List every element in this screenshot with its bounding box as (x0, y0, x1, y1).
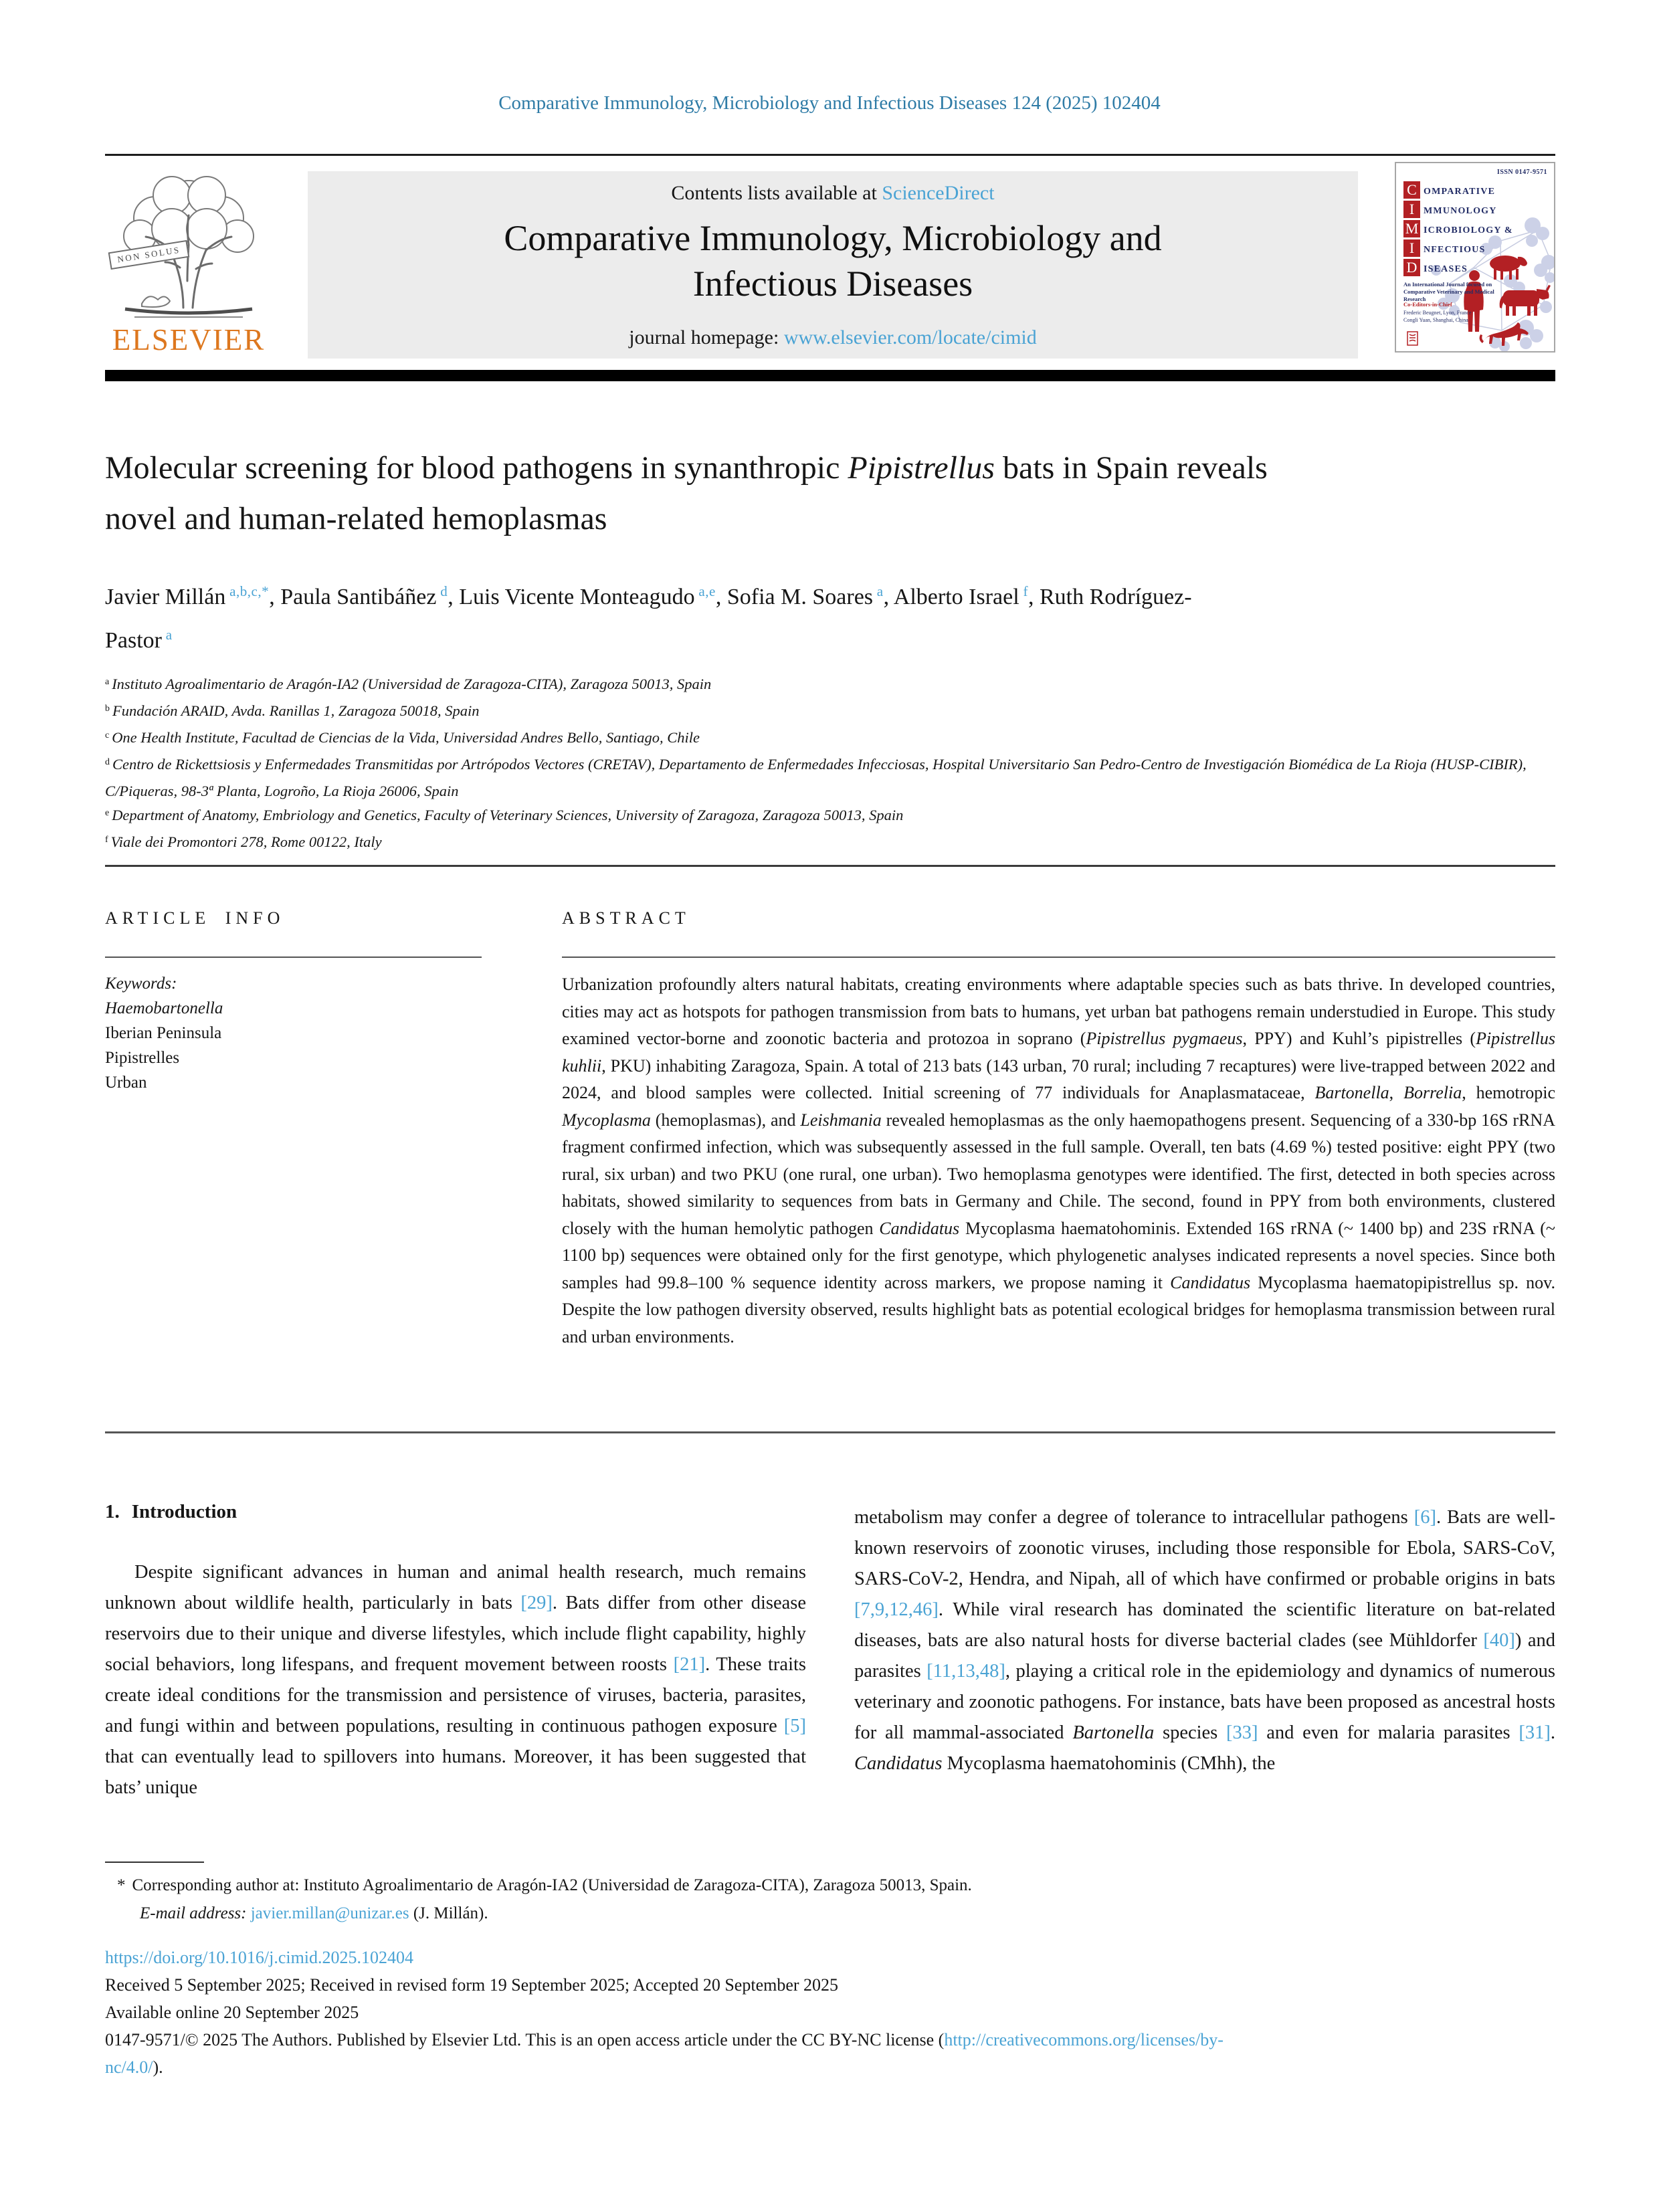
affiliation-marker: e (105, 808, 110, 819)
text-segment: E-mail address: (140, 1904, 247, 1922)
text-segment: , hemotropic (1462, 1083, 1555, 1102)
cover-subtitle: An International Journal focused on Comparative Veterinary and Medical Research (1403, 281, 1494, 302)
running-head-citation: Comparative Immunology, Microbiology and Infectious Diseases 124 (2025) 102404 (498, 92, 1161, 114)
footnote-text: Corresponding author at: Instituto Agroalimentario de Aragón-IA2 (Universidad de Zaragoza-CITA), Zaragoza 50013, Spain. (132, 1876, 972, 1894)
citation-ref[interactable]: [11,13,48] (926, 1661, 1005, 1682)
license-link[interactable]: nc/4.0/ (105, 2057, 153, 2077)
text-segment: ) and parasites (854, 1630, 1556, 1682)
elsevier-tree-icon (105, 167, 272, 321)
cover-editor: Frederic Beugnet, Lyon, France (1403, 310, 1472, 316)
keyword (105, 1070, 480, 1095)
text-segment: , playing a critical role in the epidemiology and dynamics of numerous veterinary and zoonotic pathogens. For instance, bats have been proposed as ancestral hosts for all mammal-associated (854, 1661, 1555, 1743)
journal-title (308, 215, 1358, 306)
copyright-line (105, 2026, 1555, 2081)
author-affiliation-link[interactable]: a,e (694, 583, 716, 600)
section-number: 1. (105, 1501, 120, 1522)
citation-ref[interactable]: [31] (1519, 1722, 1551, 1743)
corresponding-author-note (105, 1872, 1555, 1900)
article-title (105, 443, 1323, 544)
cover-title-block (1403, 181, 1513, 278)
affiliation-marker: d (105, 757, 110, 768)
text-segment: Borrelia (1403, 1083, 1462, 1102)
affiliation-marker: a (105, 677, 110, 688)
elsevier-wordmark: ELSEVIER (112, 323, 266, 357)
author-affiliation-link[interactable]: d (436, 583, 448, 600)
text-segment: . These traits create ideal conditions for the transmission and persistence of viruses, bacteria, parasites, and fungi within and between populations, resulting in continuous pathogen exposure (105, 1654, 806, 1736)
citation-ref[interactable]: [40] (1483, 1630, 1515, 1651)
cover-initial: D (1403, 259, 1420, 276)
author-affiliation-link[interactable]: a (873, 583, 884, 600)
affiliation (105, 803, 1555, 830)
text-segment: Pipistrelles (105, 1049, 180, 1067)
affiliation-text: Instituto Agroalimentario de Aragón-IA2 (Universidad de Zaragoza-CITA), Zaragoza 50013, Spain (112, 676, 712, 692)
section-heading-introduction (105, 1501, 237, 1523)
text-segment: Pipistrellus kuhlii (562, 1029, 1555, 1076)
citation-ref[interactable]: [29] (520, 1593, 553, 1613)
received-dates: Received 5 September 2025; Received in revised form 19 September 2025; Accepted 20 September 2025 (105, 1975, 839, 1995)
keywords-label: Keywords: (105, 975, 177, 993)
footnote-rule (105, 1862, 204, 1863)
text-segment: Candidatus (854, 1753, 943, 1774)
keyword (105, 996, 480, 1021)
text-segment: Mycoplasma haematohominis. Extended 16S rRNA (~ 1400 bp) and 23S rRNA (~ 1100 bp) sequences were obtained only for the first genotype, which phylogenetic analyses indicated represents a novel species. Since both samples had 99.8–100 % sequence identity across markers, we propose naming it (562, 1218, 1555, 1292)
text-segment: , Alberto Israel (883, 585, 1019, 609)
section-bottom-rule (105, 1431, 1555, 1433)
text-segment: Mycoplasma (562, 1110, 651, 1130)
affiliation-text: Centro de Rickettsiosis y Enfermedades Transmitidas por Artrópodos Vectores (CRETAV), Departamento de Enfermedades Infecciosas, Hospital Universitario San Pedro-Centro de Investigación Biomédica de La Rioja (HUSP-CIBIR), C/Piqueras, 98-3ª Planta, Logroño, La Rioja 26006, Spain (105, 756, 1527, 799)
cover-editor: Congli Yuan, Shanghai, China (1403, 317, 1468, 323)
text-segment: Javier Millán (105, 585, 226, 609)
affiliation (105, 672, 1555, 699)
cover-title-word: NFECTIOUS (1424, 245, 1486, 255)
text-segment: Haemobartonella (105, 999, 223, 1017)
contents-list-line (308, 182, 1358, 205)
affiliation-text: Viale dei Promontori 278, Rome 00122, Italy (110, 833, 382, 850)
affiliation-marker: f (105, 835, 108, 845)
text-segment: revealed hemoplasmas as the only haemopathogens present. Sequencing of a 330-bp 16S rRNA fragment confirmed infection, which was subsequently assessed in the full sample. Overall, ten bats (4.69 %) tested positive: eight PPY (two rural, six urban) and two PKU (one rural, one urban). Two hemoplasma genotypes were identified. The first, detected in both species across habitats, showed similarity to sequences from bats in Germany and Chile. The second, found in PPY from both environments, clustered closely with the human hemolytic pathogen (562, 1110, 1555, 1238)
text-segment: , Ruth Rodríguez-Pastor (105, 585, 1192, 653)
affiliation-list (105, 672, 1555, 857)
text-segment: , (1389, 1083, 1404, 1102)
abstract-text (562, 971, 1555, 1350)
affiliation (105, 699, 1555, 726)
text-segment: Despite significant advances in human and animal health research, much remains unknown about wildlife health, particularly in bats (105, 1562, 806, 1613)
elsevier-mini-mark-icon (1407, 332, 1418, 345)
text-segment: metabolism may confer a degree of tolerance to intracellular pathogens (854, 1507, 1414, 1528)
cover-title-row (1403, 201, 1513, 218)
text-segment: Candidatus (879, 1218, 960, 1238)
text-segment: 0147-9571/© 2025 The Authors. Published by Elsevier Ltd. This is an open access article under the CC BY-NC license ( (105, 2030, 945, 2049)
citation-ref[interactable]: [21] (673, 1654, 706, 1675)
cover-initial: I (1403, 239, 1420, 257)
body-column-left (105, 1557, 806, 1803)
affiliation-marker: b (105, 704, 110, 714)
author-affiliation-link[interactable]: f (1019, 583, 1028, 600)
text-segment: Urbanization profoundly alters natural habitats, creating environments where adaptable species such as bats thrive. In developed countries, cities may act as hotspots for pathogen transmission from bats to humans, yet urban bat pathogens remain understudied in Europe. This study examined vector-borne and zoonotic bacteria and protozoa in soprano ( (562, 975, 1555, 1048)
keywords-block (105, 971, 480, 1095)
footnote-marker: * (117, 1876, 126, 1894)
available-online: Available online 20 September 2025 (105, 2003, 359, 2022)
text-segment: Mycoplasma haematohominis (CMhh), the (942, 1753, 1276, 1774)
cover-initial: M (1403, 220, 1420, 237)
cover-initial: I (1403, 201, 1420, 218)
cover-initial: C (1403, 181, 1420, 199)
header-top-rule (105, 154, 1555, 156)
section-title: Introduction (131, 1501, 237, 1522)
affiliation-text: Department of Anatomy, Embriology and Genetics, Faculty of Veterinary Sciences, University of Zaragoza, Zaragoza 50013, Spain (112, 807, 904, 823)
cover-title-word: MMUNOLOGY (1424, 206, 1497, 216)
text-segment: that can eventually lead to spillovers into humans. Moreover, it has been suggested that bats’ unique (105, 1746, 806, 1798)
elsevier-logo (105, 167, 272, 365)
text-segment: ). (153, 2057, 163, 2077)
author-list (105, 577, 1242, 664)
cover-editors-label: Co-Editors-in-Chief (1403, 301, 1452, 308)
article-info-rule (105, 957, 482, 958)
text-segment: (hemoplasmas), and (650, 1110, 801, 1130)
journal-title-line2: Infectious Diseases (692, 264, 973, 304)
citation-ref[interactable]: [5] (783, 1716, 806, 1736)
journal-cover-thumbnail[interactable] (1395, 162, 1555, 353)
author-affiliation-link[interactable]: a (162, 627, 173, 643)
text-segment: species (1154, 1722, 1227, 1743)
text-segment: , Sofia M. Soares (715, 585, 874, 609)
email-link[interactable]: javier.millan@unizar.es (250, 1904, 409, 1922)
contents-prefix: Contents lists available at (671, 182, 882, 204)
sciencedirect-link[interactable]: ScienceDirect (882, 182, 995, 204)
homepage-prefix: journal homepage: (629, 326, 784, 348)
footnote-block (105, 1872, 1555, 1928)
body-column-right (854, 1502, 1555, 1779)
journal-homepage-link[interactable]: www.elsevier.com/locate/cimid (783, 326, 1037, 348)
text-segment: . Bats are well-known reservoirs of zoonotic viruses, including those responsible for Ebola, SARS-CoV, SARS-CoV-2, Hendra, and Nipah, all of which have confirmed or probable origins in bats (854, 1507, 1555, 1589)
article-info-heading: ARTICLE INFO (105, 908, 285, 928)
cover-title-row (1403, 239, 1513, 257)
license-link[interactable]: http://creativecommons.org/licenses/by- (944, 2030, 1224, 2049)
citation-ref[interactable]: [7,9,12,46] (854, 1599, 939, 1620)
affiliation (105, 752, 1555, 803)
author-affiliation-link[interactable]: a,b,c,* (225, 583, 270, 600)
cover-title-row (1403, 220, 1513, 237)
text-segment: . (1550, 1722, 1555, 1743)
cover-title-word: ICROBIOLOGY & (1424, 225, 1513, 235)
text-segment: Bartonella (1314, 1083, 1389, 1102)
text-segment: , Paula Santibáñez (269, 585, 437, 609)
journal-homepage-line (308, 326, 1358, 349)
cover-title-word: ISEASES (1424, 264, 1468, 274)
article-metadata-block (105, 1944, 1555, 2081)
text-segment: and even for malaria parasites (1258, 1722, 1519, 1743)
cover-title-row (1403, 181, 1513, 199)
cover-issn: ISSN 0147-9571 (1496, 169, 1547, 176)
journal-title-line1: Comparative Immunology, Microbiology and (504, 218, 1162, 258)
text-segment: , PKU) inhabiting Zaragoza, Spain. A total of 213 bats (143 urban, 70 rural; including 7 recaptures) were live-trapped between 2022 and 2024, and blood samples were collected. Initial screening of 77 individuals for Anaplasmataceae, (562, 1055, 1555, 1102)
text-segment: . While viral research has dominated the scientific literature on bat-related diseases, bats are also natural hosts for diverse bacterial clades (see Mühldorfer (854, 1599, 1555, 1651)
text-segment: Leishmania (800, 1110, 882, 1130)
affiliation (105, 726, 1555, 752)
text-segment: , PPY) and Kuhl’s pipistrelles ( (1242, 1029, 1476, 1048)
text-segment: Bartonella (1072, 1722, 1155, 1743)
text-segment: . Bats differ from other disease reservoirs due to their unique and diverse lifestyles, which include flight capability, highly social behaviors, long lifespans, and frequent movement between roosts (105, 1593, 806, 1675)
citation-ref[interactable]: [33] (1226, 1722, 1258, 1743)
text-segment: , Luis Vicente Monteagudo (448, 585, 695, 609)
text-segment: (J. Millán). (409, 1904, 488, 1922)
text-segment: Urban (105, 1074, 147, 1092)
text-segment: Pipistrellus pygmaeus (1086, 1029, 1243, 1048)
affiliation-text: One Health Institute, Facultad de Ciencias de la Vida, Universidad Andres Bello, Santiago, Chile (112, 729, 700, 746)
text-segment: Iberian Peninsula (105, 1024, 222, 1042)
header-divider-bar (105, 370, 1555, 381)
journal-banner (308, 171, 1358, 359)
keyword (105, 1045, 480, 1070)
text-segment: Pipistrellus (848, 450, 995, 486)
doi-link[interactable]: https://doi.org/10.1016/j.cimid.2025.102404 (105, 1948, 414, 1967)
keyword (105, 1021, 480, 1045)
abstract-rule (562, 957, 1555, 958)
cover-title-row (1403, 259, 1513, 276)
email-line (105, 1900, 1555, 1928)
abstract-heading: ABSTRACT (562, 908, 690, 928)
affiliation (105, 830, 1555, 857)
section-top-rule (105, 865, 1555, 867)
text-segment: Mycoplasma haematopipistrellus sp. nov. Despite the low pathogen diversity observed, results highlight bats as potential ecological bridges for hemoplasma transmission between rural and urban environments. (562, 1272, 1555, 1346)
text-segment: Candidatus (1170, 1272, 1251, 1292)
cover-title-word: OMPARATIVE (1424, 187, 1496, 197)
text-segment: bats in Spain reveals novel and human-related hemoplasmas (105, 450, 1268, 536)
affiliation-marker: c (105, 730, 110, 741)
citation-ref[interactable]: [6] (1413, 1507, 1436, 1528)
non-solus-ribbon: NON SOLUS (108, 240, 190, 270)
affiliation-text: Fundación ARAID, Avda. Ranillas 1, Zaragoza 50018, Spain (112, 702, 480, 719)
text-segment: Molecular screening for blood pathogens in synanthropic (105, 450, 848, 486)
